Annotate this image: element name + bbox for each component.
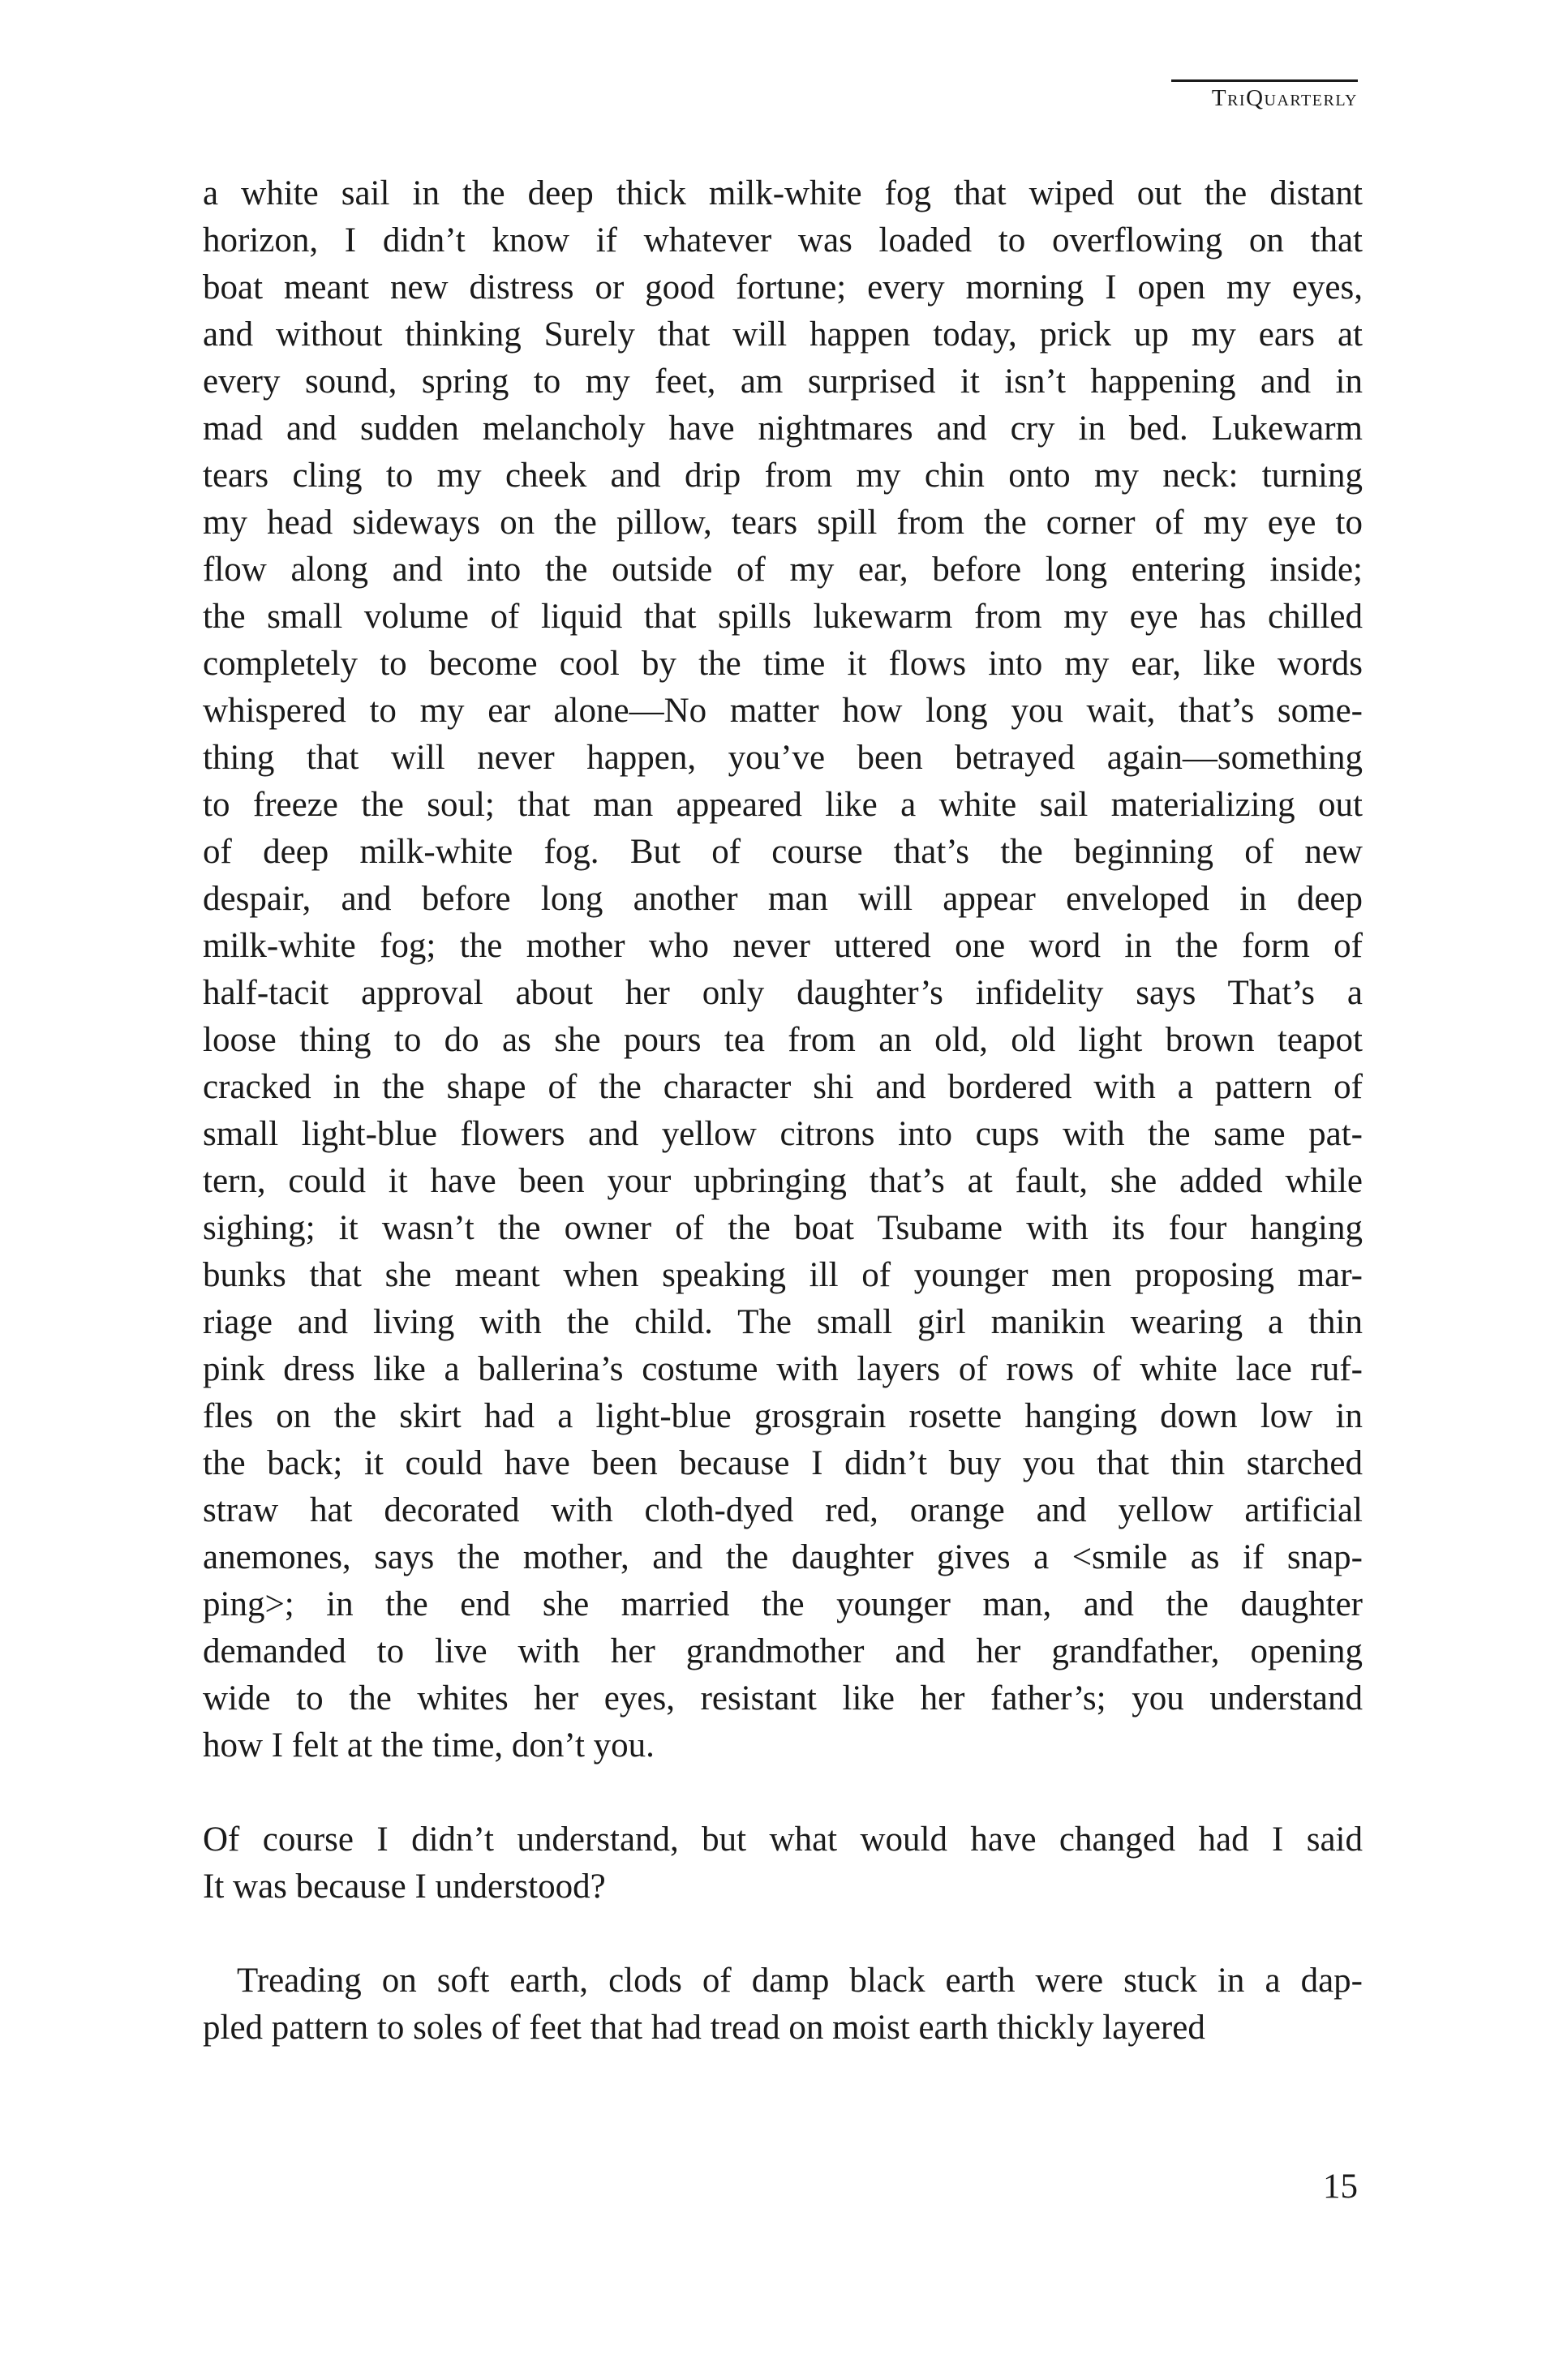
text-line: despair, and before long another man will appear enveloped in deep — [203, 880, 1363, 918]
running-head: TriQuarterly — [1171, 79, 1358, 112]
paragraph-gap — [203, 1769, 1363, 1816]
text-line: thing that will never happen, you’ve been betrayed again—something — [203, 739, 1363, 777]
text-line: and without thinking Surely that will happen today, prick up my ears at — [203, 315, 1363, 354]
text-line: sighing; it wasn’t the owner of the boat Tsubame with its four hanging — [203, 1209, 1363, 1247]
text-line: tears cling to my cheek and drip from my chin onto my neck: turning — [203, 457, 1363, 495]
text-line: It was because I understood? — [203, 1868, 606, 1906]
text-line: tern, could it have been your upbringing that’s at fault, she added while — [203, 1162, 1363, 1200]
text-line: milk-white fog; the mother who never uttered one word in the form of — [203, 927, 1363, 965]
paragraph — [203, 170, 1363, 1769]
text-line: small light-blue flowers and yellow citrons into cups with the same pat- — [203, 1115, 1363, 1153]
text-line: Treading on soft earth, clods of damp black earth were stuck in a dap- — [237, 1962, 1363, 2000]
page-number: 15 — [1323, 2168, 1358, 2206]
text-line: my head sideways on the pillow, tears spill from the corner of my eye to — [203, 504, 1363, 542]
text-line: straw hat decorated with cloth-dyed red, orange and yellow artificial — [203, 1491, 1363, 1529]
text-line: demanded to live with her grandmother and her grandfather, opening — [203, 1632, 1363, 1670]
text-line: wide to the whites her eyes, resistant like her father’s; you understand — [203, 1679, 1363, 1717]
paragraph — [203, 1816, 1363, 1910]
text-line: flow along and into the outside of my ear, before long entering inside; — [203, 551, 1363, 589]
text-line: a white sail in the deep thick milk-white fog that wiped out the distant — [203, 174, 1363, 212]
text-line: the small volume of liquid that spills lukewarm from my eye has chilled — [203, 598, 1363, 636]
text-line: riage and living with the child. The small girl manikin wearing a thin — [203, 1303, 1363, 1341]
text-line: loose thing to do as she pours tea from an old, old light brown teapot — [203, 1021, 1363, 1059]
paragraph — [203, 1958, 1363, 2052]
text-line: boat meant new distress or good fortune; every morning I open my eyes, — [203, 268, 1363, 307]
text-line: half-tacit approval about her only daughter’s infidelity says That’s a — [203, 974, 1363, 1012]
text-line: the back; it could have been because I didn’t buy you that thin starched — [203, 1444, 1363, 1482]
text-line: bunks that she meant when speaking ill of younger men proposing mar- — [203, 1256, 1363, 1294]
text-line: horizon, I didn’t know if whatever was loaded to overflowing on that — [203, 221, 1363, 259]
text-line: anemones, says the mother, and the daughter gives a <smile as if snap- — [203, 1538, 1363, 1576]
text-line: Of course I didn’t understand, but what would have changed had I said — [203, 1820, 1363, 1859]
text-line: how I felt at the time, don’t you. — [203, 1726, 655, 1765]
text-line: pink dress like a ballerina’s costume with layers of rows of white lace ruf- — [203, 1350, 1363, 1388]
text-line: fles on the skirt had a light-blue grosgrain rosette hanging down low in — [203, 1397, 1363, 1435]
page-body — [203, 170, 1363, 2052]
text-line: cracked in the shape of the character shi and bordered with a pattern of — [203, 1068, 1363, 1106]
text-line: whispered to my ear alone—No matter how long you wait, that’s some- — [203, 692, 1363, 730]
paragraph-gap — [203, 1910, 1363, 1958]
text-line: mad and sudden melancholy have nightmares and cry in bed. Lukewarm — [203, 410, 1363, 448]
text-line: ping>; in the end she married the younger man, and the daughter — [203, 1585, 1363, 1623]
text-line: completely to become cool by the time it flows into my ear, like words — [203, 645, 1363, 683]
text-line: to freeze the soul; that man appeared like a white sail materializing out — [203, 786, 1363, 824]
text-line: of deep milk-white fog. But of course that’s the beginning of new — [203, 833, 1363, 871]
text-line: pled pattern to soles of feet that had tread on moist earth thickly layered — [203, 2009, 1205, 2047]
text-line: every sound, spring to my feet, am surprised it isn’t happening and in — [203, 362, 1363, 401]
